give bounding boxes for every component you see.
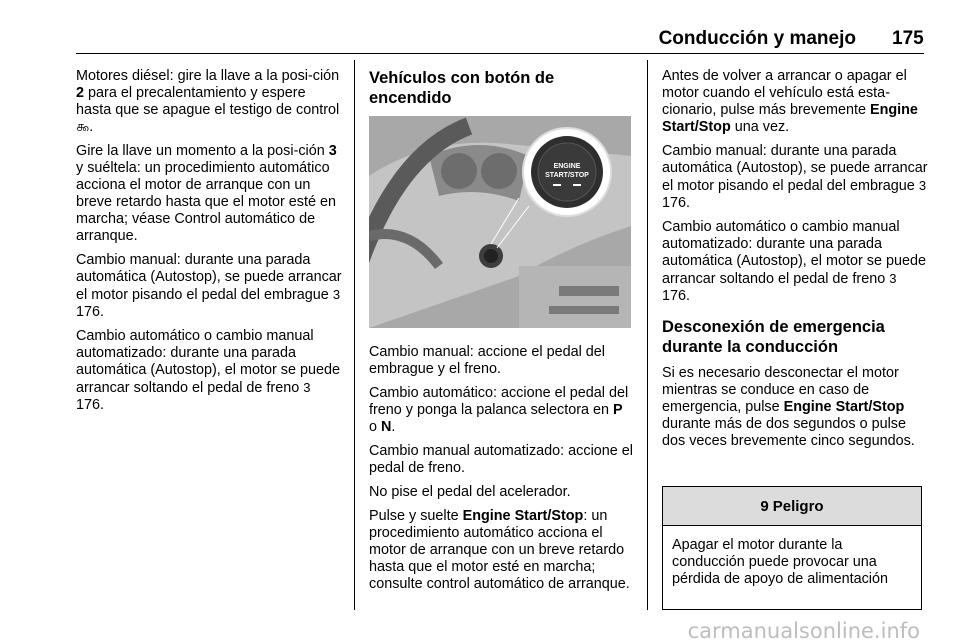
button-label-line2: START/STOP: [545, 172, 589, 179]
paragraph: Cambio automático o cambio manual automatizado: durante una parada automática (Autostop), el motor se puede arrancar soltando el pedal de freno 3 176.: [76, 328, 340, 413]
warning-title: Peligro: [772, 497, 824, 515]
cross-reference-link[interactable]: 3 176.: [76, 380, 311, 413]
cross-reference-link[interactable]: 3 176.: [662, 271, 897, 304]
arrow-reference-icon: 3: [332, 287, 341, 302]
warning-text: Apagar el motor durante la conducción puede provocar una pérdida de apoyo de alimentación: [672, 537, 889, 587]
arrow-reference-icon: 3: [303, 380, 311, 395]
page-number: 175: [892, 28, 924, 49]
paragraph: Cambio automático o cambio manual automatizado: durante una parada automática (Autostop), el motor se puede arrancar soltando el pedal de freno 3 176.: [662, 219, 926, 304]
engine-start-stop-illustration: [369, 116, 631, 328]
paragraph: Cambio manual: accione el pedal del embrague y el freno.: [369, 344, 605, 377]
column-divider: [354, 60, 355, 610]
paragraph: Cambio automático: accione el pedal del freno y ponga la palanca selectora en P o N.: [369, 385, 629, 435]
warning-triangle-icon: 9: [760, 497, 769, 515]
warning-header: [663, 487, 921, 526]
column-2: [369, 68, 633, 600]
section-heading: Vehículos con botón de encendido: [369, 69, 555, 107]
paragraph: No pise el pedal del acelerador.: [369, 484, 571, 500]
cross-reference-link[interactable]: 3 176.: [662, 178, 927, 211]
dashboard-drawing: [369, 116, 631, 328]
column-1: [76, 68, 342, 421]
paragraph: Motores diésel: gire la llave a la posi-ción 2 para el precalentamiento y espere hasta que se apague el testigo de control ௯.: [76, 68, 340, 135]
arrow-reference-icon: 3: [889, 271, 897, 286]
paragraph: Cambio manual: durante una parada automática (Autostop), se puede arrancar el motor pisando el pedal del embrague 3 176.: [76, 252, 342, 320]
paragraph: Cambio manual automatizado: accione el pedal de freno.: [369, 443, 633, 476]
paragraph: Gire la llave un momento a la posi-ción 3 y suéltela: un procedimiento automático acciona el motor de arranque con un breve retardo hasta que el motor esté en marcha; véase Control automático de arranque.: [76, 143, 337, 244]
watermark: carmanualsonline.info: [687, 619, 920, 643]
paragraph: Si es necesario desconectar el motor mientras se conduce en caso de emergencia, pulse Engine Start/Stop durante más de dos segundos o pulse dos veces brevemente cinco segundos.: [662, 365, 915, 449]
arrow-reference-icon: 3: [918, 178, 927, 193]
paragraph: Cambio manual: durante una parada automática (Autostop), se puede arrancar el motor pisando el pedal del embrague 3 176.: [662, 143, 928, 211]
column-divider: [647, 60, 648, 610]
header-rule: [76, 53, 924, 54]
paragraph: Antes de volver a arrancar o apagar el motor cuando el vehículo está esta-cionario, pulse más brevemente Engine Start/Stop una vez.: [662, 68, 918, 135]
cross-reference-link[interactable]: 3 176.: [76, 287, 341, 320]
paragraph: Pulse y suelte Engine Start/Stop: un procedimiento automático acciona el motor de arranque con un breve retardo hasta que el motor esté en marcha; consulte control automático de arranque.: [369, 508, 630, 592]
danger-warning-box: [662, 486, 922, 610]
section-heading: Desconexión de emergencia durante la conducción: [662, 318, 885, 356]
glow-plug-icon: ௯: [76, 119, 90, 135]
button-label-line1: ENGINE: [553, 163, 581, 170]
page-header-title: Conducción y manejo: [658, 28, 856, 49]
column-3: [662, 68, 928, 457]
